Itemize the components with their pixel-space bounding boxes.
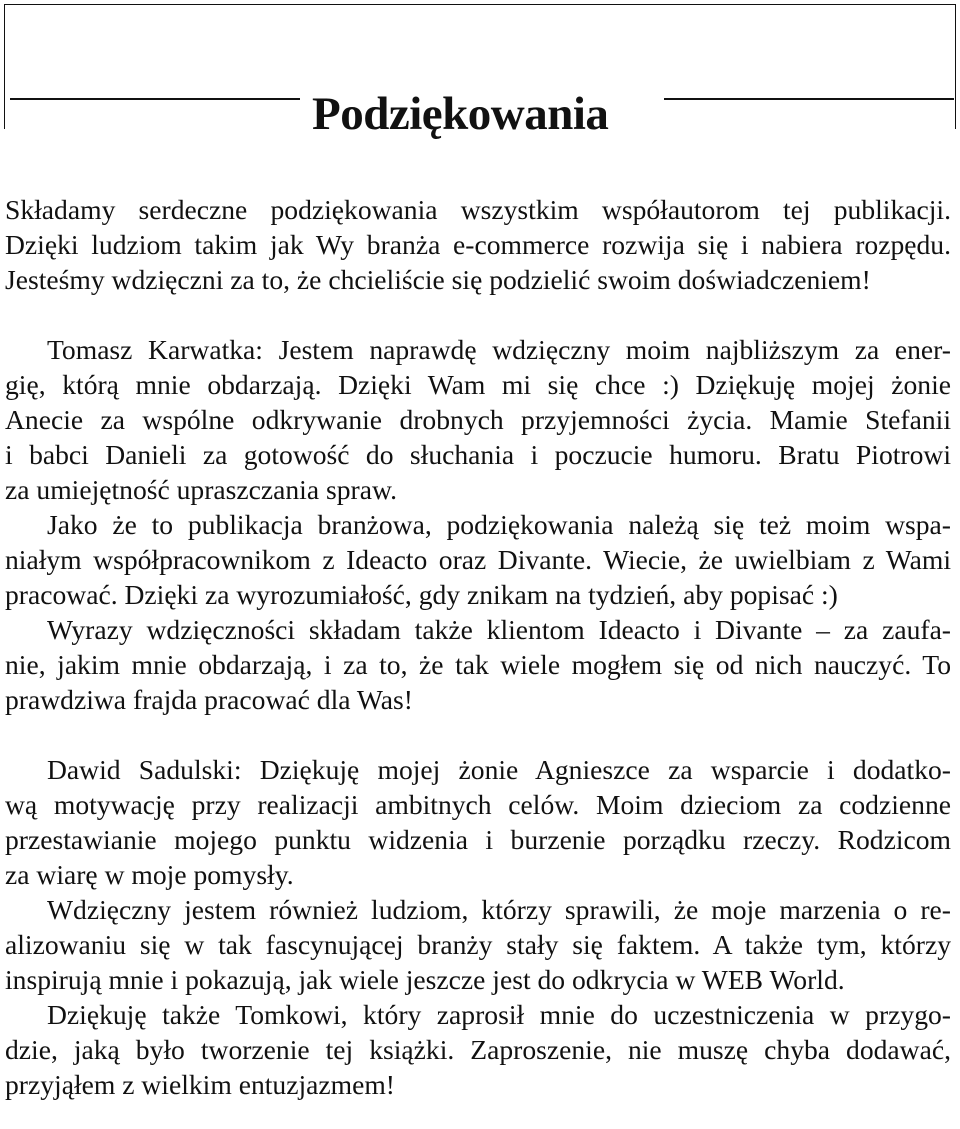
text-line: Dziękuję także Tomkowi, który zaprosił mnie do uczestniczenia w przygo-: [47, 999, 951, 1030]
text-line: przyjąłem z wielkim entuzjazmem!: [5, 1069, 395, 1100]
paragraph-tomasz-clients: [5, 612, 951, 717]
text-line: Jako że to publikacja branżowa, podziękowania należą się też moim wspa-: [47, 509, 951, 540]
text-line: przestawianie mojego punktu widzenia i burzenie porządku rzeczy. Rodzicom: [5, 824, 951, 855]
paragraph-tomasz-colleagues: [5, 507, 951, 612]
text-line: za umiejętność upraszczania spraw.: [5, 474, 397, 505]
text-line: inspirują mnie i pokazują, jak wiele jeszcze jest do odkrycia w WEB World.: [5, 964, 845, 995]
text-line: Jesteśmy wdzięczni za to, że chcieliście się podzielić swoim doświadczeniem!: [5, 264, 871, 295]
text-line: Wdzięczny jestem również ludziom, którzy sprawili, że moje marzenia o re-: [47, 894, 951, 925]
paragraph-tomasz-family: [5, 332, 951, 507]
text-line: wą motywację przy realizacji ambitnych celów. Moim dzieciom za codzienne: [5, 789, 951, 820]
paragraph-dawid-family: [5, 752, 951, 892]
text-line: nie, jakim mnie obdarzają, i za to, że tak wiele mogłem się od nich nauczyć. To: [5, 649, 951, 680]
text-line: alizowaniu się w tak fascynującej branży stały się faktem. A także tym, którzy: [5, 929, 951, 960]
title-row: [4, 60, 956, 141]
title-rule-left: [10, 98, 300, 100]
paragraph-dawid-people: [5, 892, 951, 997]
title-rule-right: [664, 98, 954, 100]
paragraph-dawid-tomek: [5, 997, 951, 1102]
text-line: Dzięki ludziom takim jak Wy branża e-commerce rozwija się i nabiera rozpędu.: [5, 229, 951, 260]
acknowledgements-body: [5, 192, 951, 1102]
text-line: Dawid Sadulski: Dziękuję mojej żonie Agnieszce za wsparcie i dodatko-: [47, 754, 951, 785]
text-line: gię, którą mnie obdarzają. Dzięki Wam mi się chce :) Dziękuję mojej żonie: [5, 369, 951, 400]
text-line: za wiarę w moje pomysły.: [5, 859, 294, 890]
page-title: Podziękowania: [312, 88, 609, 141]
text-line: niałym współpracownikom z Ideacto oraz Divante. Wiecie, że uwielbiam z Wami: [5, 544, 951, 575]
text-line: Wyrazy wdzięczności składam także klientom Ideacto i Divante – za zaufa-: [47, 614, 951, 645]
text-line: prawdziwa frajda pracować dla Was!: [5, 684, 413, 715]
text-line: dzie, jaką było tworzenie tej książki. Zaproszenie, nie muszę chyba dodawać,: [5, 1034, 951, 1065]
text-line: Anecie za wspólne odkrywanie drobnych przyjemności życia. Mamie Stefanii: [5, 404, 951, 435]
text-line: pracować. Dzięki za wyrozumiałość, gdy znikam na tydzień, aby popisać :): [5, 579, 838, 610]
paragraph-intro: [5, 192, 951, 297]
text-line: Tomasz Karwatka: Jestem naprawdę wdzięczny moim najbliższym za ener-: [47, 334, 951, 365]
text-line: Składamy serdeczne podziękowania wszystkim współautorom tej publikacji.: [5, 194, 951, 225]
text-line: i babci Danieli za gotowość do słuchania i poczucie humoru. Bratu Piotrowi: [5, 439, 951, 470]
